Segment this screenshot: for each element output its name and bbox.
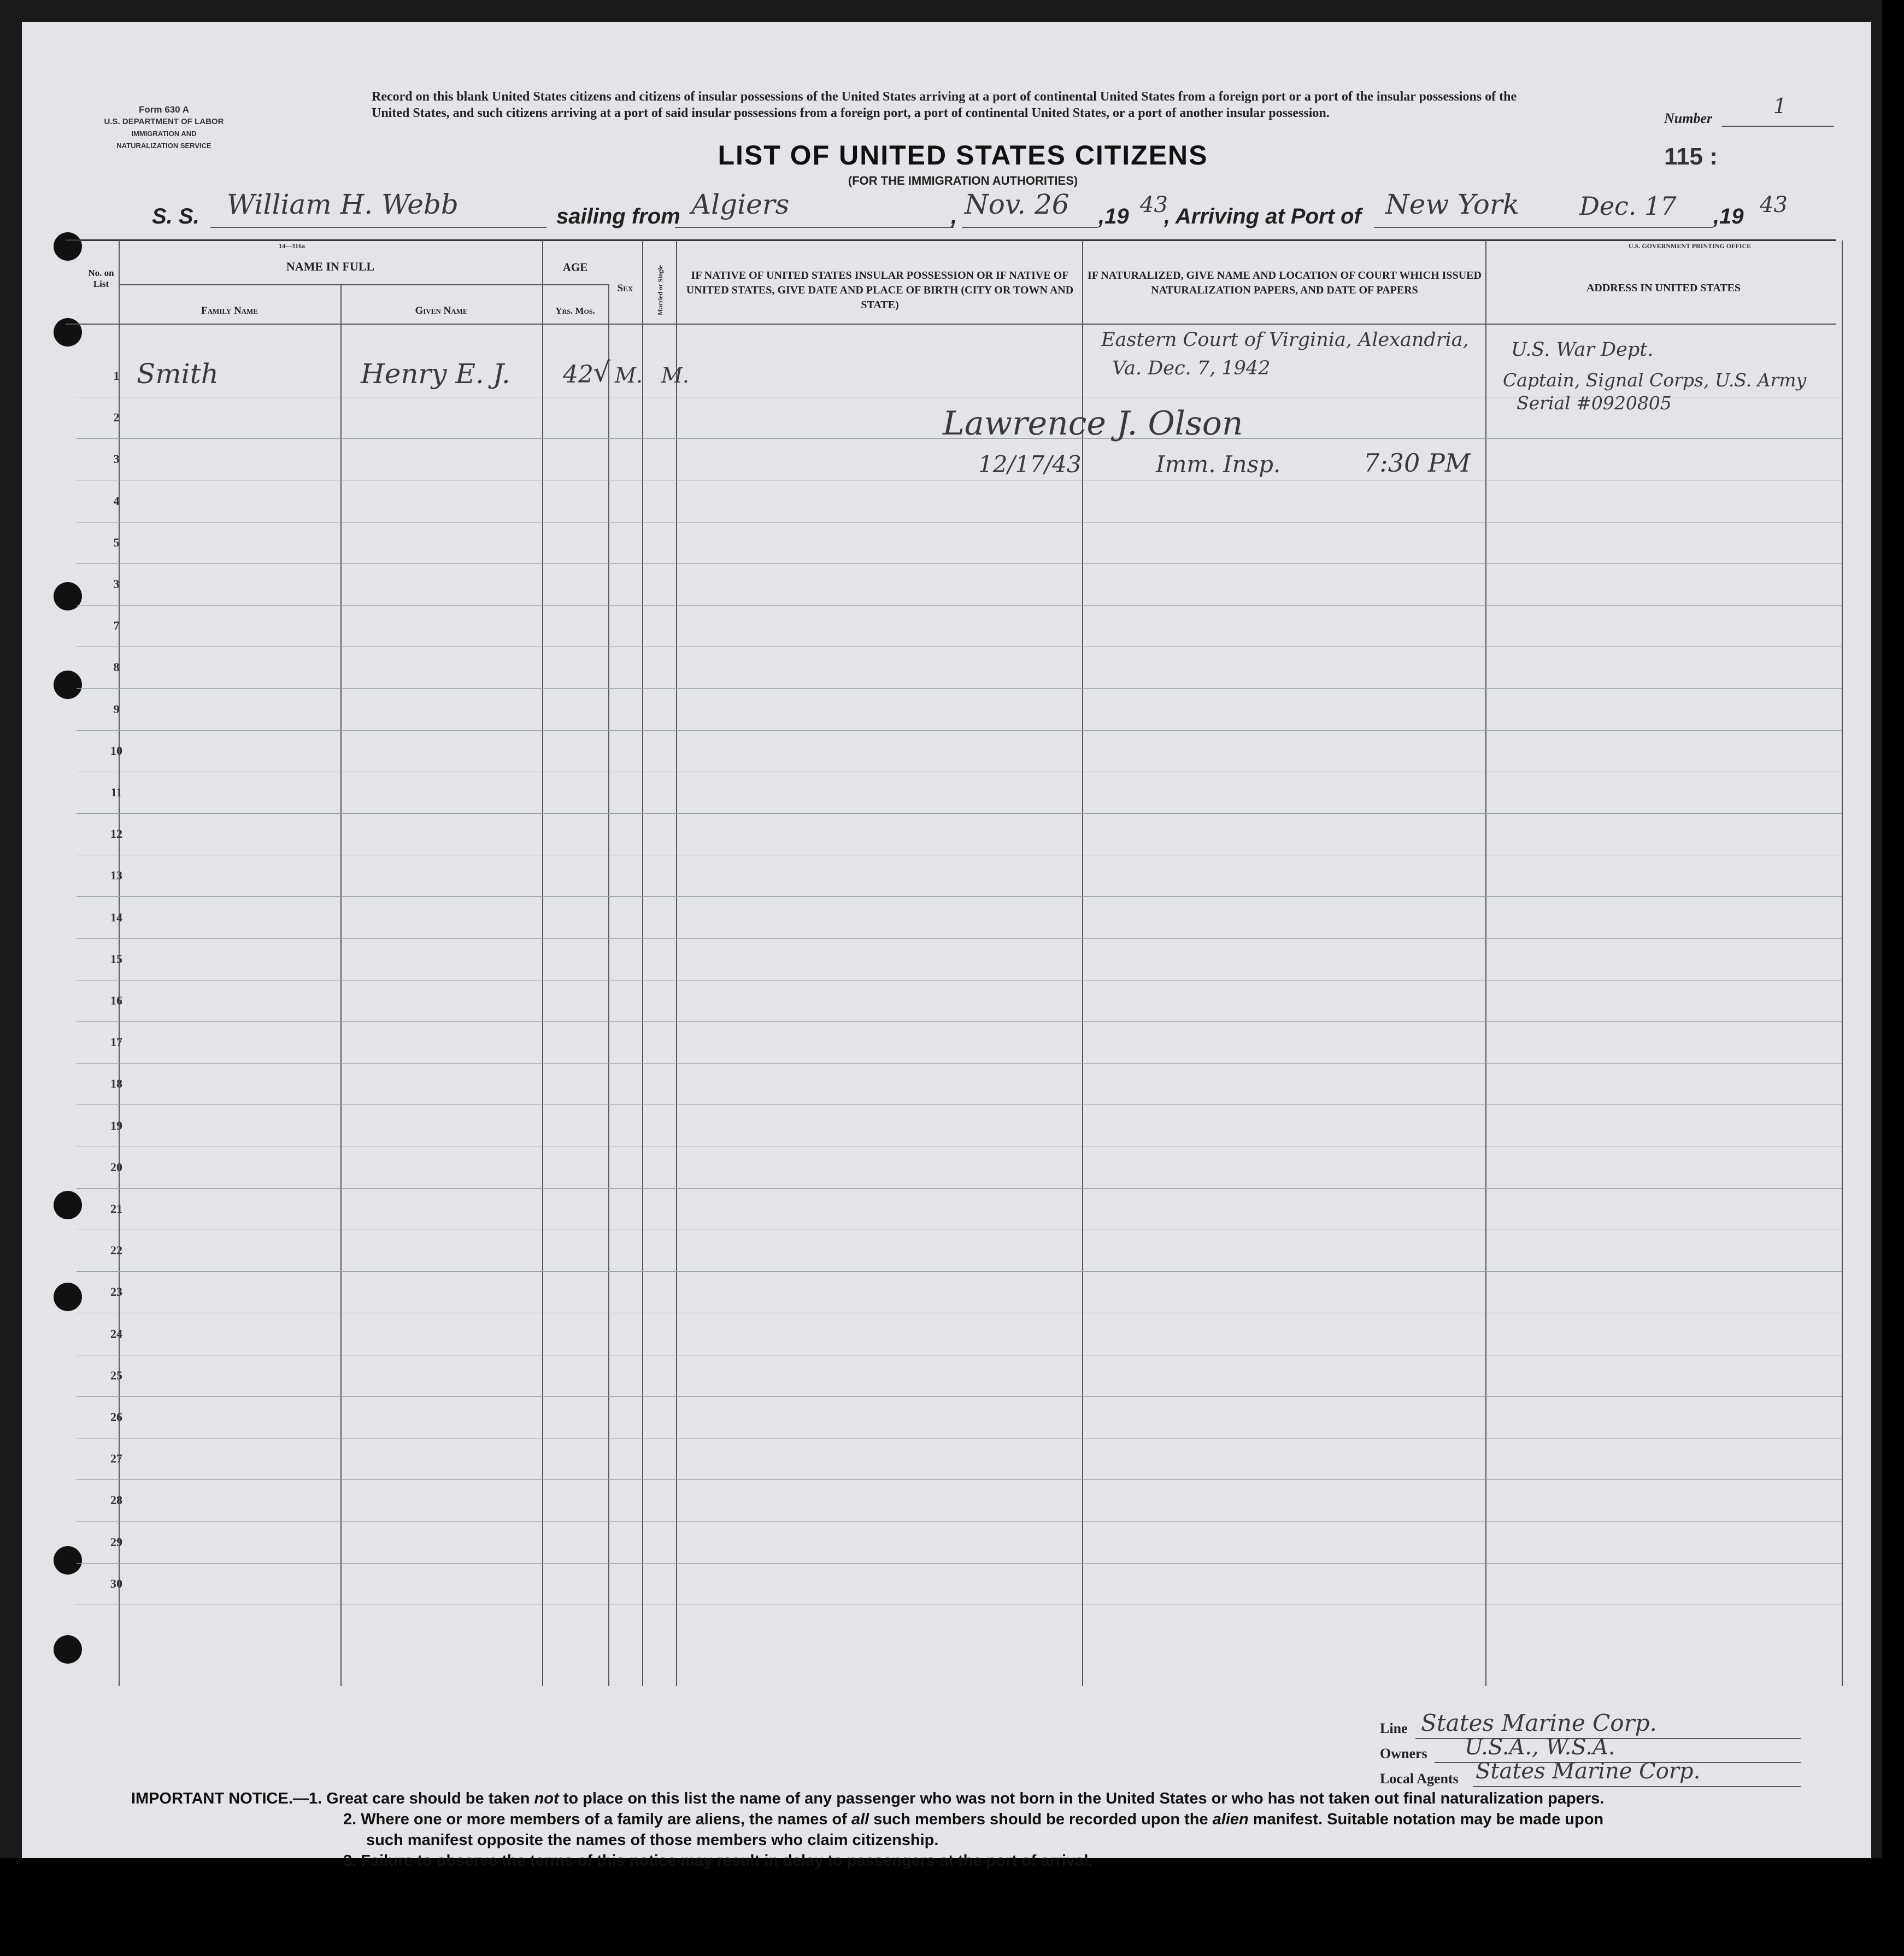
entry-sex: M. (615, 363, 643, 387)
header-birth: IF NATIVE OF UNITED STATES INSULAR POSSESSION OR IF NATIVE OF UNITED STATES, GIVE DATE AND PLACE OF BIRTH (CITY OR TOWN AND STATE) (686, 269, 1074, 311)
comma: , (951, 204, 957, 228)
arrival-year-prefix: ,19 (1713, 204, 1744, 228)
agents-label: Local Agents (1380, 1771, 1459, 1787)
row-number: 29 (110, 1535, 122, 1549)
date-underline (962, 226, 1098, 228)
entry-address-line2: Captain, Signal Corps, U.S. Army (1503, 369, 1807, 391)
header-given-name: Given Name (415, 305, 468, 316)
line-value: States Marine Corp. (1421, 1710, 1657, 1736)
row-number: 15 (110, 951, 122, 966)
number-underline (1721, 126, 1834, 127)
agents-value: States Marine Corp. (1476, 1759, 1701, 1784)
row-rule (77, 813, 1842, 814)
inspector-signature: Lawrence J. Olson (943, 404, 1243, 443)
sailing-label: sailing from (556, 204, 680, 228)
ship-name: William H. Webb (227, 189, 459, 220)
entry-given-name: Henry E. J. (361, 358, 510, 390)
number-label: Number (1664, 110, 1713, 126)
column-divider (340, 284, 342, 1686)
service-line-1: IMMIGRATION AND (131, 130, 197, 138)
column-divider (676, 240, 677, 1686)
punch-hole (54, 232, 82, 261)
page-title: LIST OF UNITED STATES CITIZENS (718, 140, 1208, 171)
ss-label: S. S. (152, 204, 199, 228)
row-number: 5 (113, 535, 120, 549)
entry-age: 42 (563, 361, 593, 389)
punch-hole (54, 1283, 82, 1311)
entry-marital: M. (661, 363, 689, 387)
column-divider (1842, 240, 1843, 1686)
column-divider (608, 284, 609, 1686)
name-subheader-rule (119, 284, 608, 285)
entry-naturalized-line1: Eastern Court of Virginia, Alexandria, (1101, 329, 1469, 351)
row-number: 12 (110, 827, 122, 841)
row-number: 28 (110, 1493, 122, 1507)
row-number: 22 (110, 1243, 122, 1258)
column-divider (642, 240, 643, 1686)
row-number: 19 (110, 1118, 122, 1132)
row-number: 3 (113, 452, 120, 466)
row-rule (77, 605, 1842, 606)
arrival-year: 43 (1760, 192, 1788, 218)
column-divider (1485, 240, 1486, 1686)
row-number: 27 (110, 1452, 122, 1466)
row-number: 2 (113, 410, 120, 425)
punch-hole (54, 1546, 82, 1575)
row-rule (77, 896, 1842, 897)
entry-address-line1: U.S. War Dept. (1511, 339, 1654, 361)
row-rule (77, 1521, 1842, 1522)
header-bottom-rule (66, 324, 1836, 325)
number-value: 1 (1773, 94, 1787, 118)
row-number: 9 (113, 702, 120, 716)
sailing-year: 43 (1140, 192, 1168, 218)
stamp-number: 115 : (1664, 143, 1718, 170)
ship-underline (210, 226, 546, 228)
notice-item-2: 2. Where one or more members of a family are aliens, the names of all such members should be recorded upon the alien manifest. Suitable notation may be made upon (343, 1811, 1604, 1828)
punch-hole (54, 318, 82, 346)
row-number: 11 (110, 785, 122, 799)
header-name-in-full: NAME IN FULL (286, 260, 375, 273)
entry-months: √ (593, 356, 610, 388)
inspector-title: Imm. Insp. (1156, 451, 1281, 478)
row-number: 17 (110, 1035, 122, 1049)
row-number: 14 (110, 910, 122, 924)
line-label: Line (1380, 1720, 1408, 1736)
row-rule (77, 563, 1842, 564)
important-notice (131, 1788, 1814, 1871)
header-top-rule (66, 239, 1836, 241)
header-married-or-single: Married or Single (656, 265, 664, 315)
row-rule (77, 1021, 1842, 1022)
row-number: 4 (113, 494, 120, 508)
row-rule (77, 730, 1842, 731)
form-number: Form 630 A (139, 104, 189, 115)
print-code: 14—316a (279, 242, 305, 250)
row-rule (77, 1563, 1842, 1564)
header-yrs-mos: Yrs. Mos. (555, 306, 595, 316)
header-naturalized: IF NATURALIZED, GIVE NAME AND LOCATION OF COURT WHICH ISSUED NATURALIZATION PAPERS, AND DATE OF PAPERS (1088, 269, 1482, 296)
row-number: 25 (110, 1368, 122, 1382)
row-number: 1 (113, 369, 120, 383)
row-rule (77, 938, 1842, 939)
header-age: AGE (562, 261, 588, 274)
service-line-2: NATURALIZATION SERVICE (116, 142, 211, 150)
row-number: 13 (110, 868, 122, 883)
row-number: 24 (110, 1326, 122, 1341)
row-number: 16 (110, 994, 122, 1007)
row-number: 21 (110, 1202, 122, 1215)
inspector-time: 7:30 PM (1364, 448, 1471, 478)
owners-label: Owners (1380, 1746, 1427, 1761)
row-number: 8 (113, 660, 120, 674)
arrival-date: Dec. 17 (1579, 191, 1677, 221)
header-family-name: Family Name (201, 305, 258, 316)
notice-item-3: 3. Failure to observe the terms of this notice may result in delay to passengers at the port of arrival. (343, 1852, 1093, 1870)
punch-hole (54, 671, 82, 699)
row-number: 20 (110, 1160, 122, 1174)
row-rule (77, 688, 1842, 689)
row-number: 23 (110, 1285, 122, 1299)
punch-hole (54, 1191, 82, 1219)
from-underline (675, 226, 954, 228)
row-rule (77, 1063, 1842, 1064)
printer-imprint: U.S. GOVERNMENT PRINTING OFFICE (1629, 242, 1752, 250)
row-number: 18 (110, 1077, 122, 1091)
notice-item-2-cont: such manifest opposite the names of those members who claim citizenship. (366, 1831, 939, 1849)
page-subtitle: (FOR THE IMMIGRATION AUTHORITIES) (848, 174, 1078, 187)
punch-hole (54, 582, 82, 610)
row-number: 7 (113, 619, 120, 633)
owners-value: U.S.A., W.S.A. (1465, 1735, 1615, 1760)
entry-address-line3: Serial #0920805 (1517, 392, 1672, 414)
header-no-on-list: No. on List (88, 268, 114, 289)
column-divider (542, 240, 543, 1686)
punch-hole (54, 1635, 82, 1664)
sailing-year-prefix: ,19 (1098, 204, 1129, 228)
row-rule (77, 1271, 1842, 1272)
notice-item-1: IMPORTANT NOTICE.—1. Great care should be taken not to place on this list the name of any passenger who was not born in the United States or who has not taken out final naturalization papers. (131, 1790, 1605, 1807)
header-sex: Sex (617, 283, 633, 294)
row-number: 26 (110, 1410, 122, 1424)
sailing-date: Nov. 26 (965, 189, 1069, 220)
arrival-port: New York (1385, 189, 1519, 220)
inspector-date: 12/17/43 (978, 451, 1082, 478)
instructions: Record on this blank United States citizens and citizens of insular possessions of the United States arriving at a port of continental United States from a foreign port or a port of the insular possessions of the United States, and such citizens arriving at a port of said insular possessions from a foreign port, a port of continental United States, or a port of another insular possession. (372, 90, 1517, 120)
entry-family-name: Smith (137, 358, 219, 390)
row-rule (77, 1188, 1842, 1189)
row-number: 30 (110, 1576, 122, 1590)
port-underline (1374, 226, 1713, 228)
row-number: 3 (113, 577, 120, 591)
department: U.S. DEPARTMENT OF LABOR (104, 117, 224, 126)
entry-naturalized-line2: Va. Dec. 7, 1942 (1112, 357, 1271, 379)
column-divider (1082, 240, 1083, 1686)
arriving-label: , Arriving at Port of (1164, 204, 1361, 228)
row-rule (77, 1479, 1842, 1480)
header-address: ADDRESS IN UNITED STATES (1586, 282, 1741, 294)
sailing-from: Algiers (691, 189, 790, 220)
agents-underline (1473, 1785, 1801, 1787)
row-number: 10 (110, 743, 122, 757)
row-rule (77, 1396, 1842, 1397)
